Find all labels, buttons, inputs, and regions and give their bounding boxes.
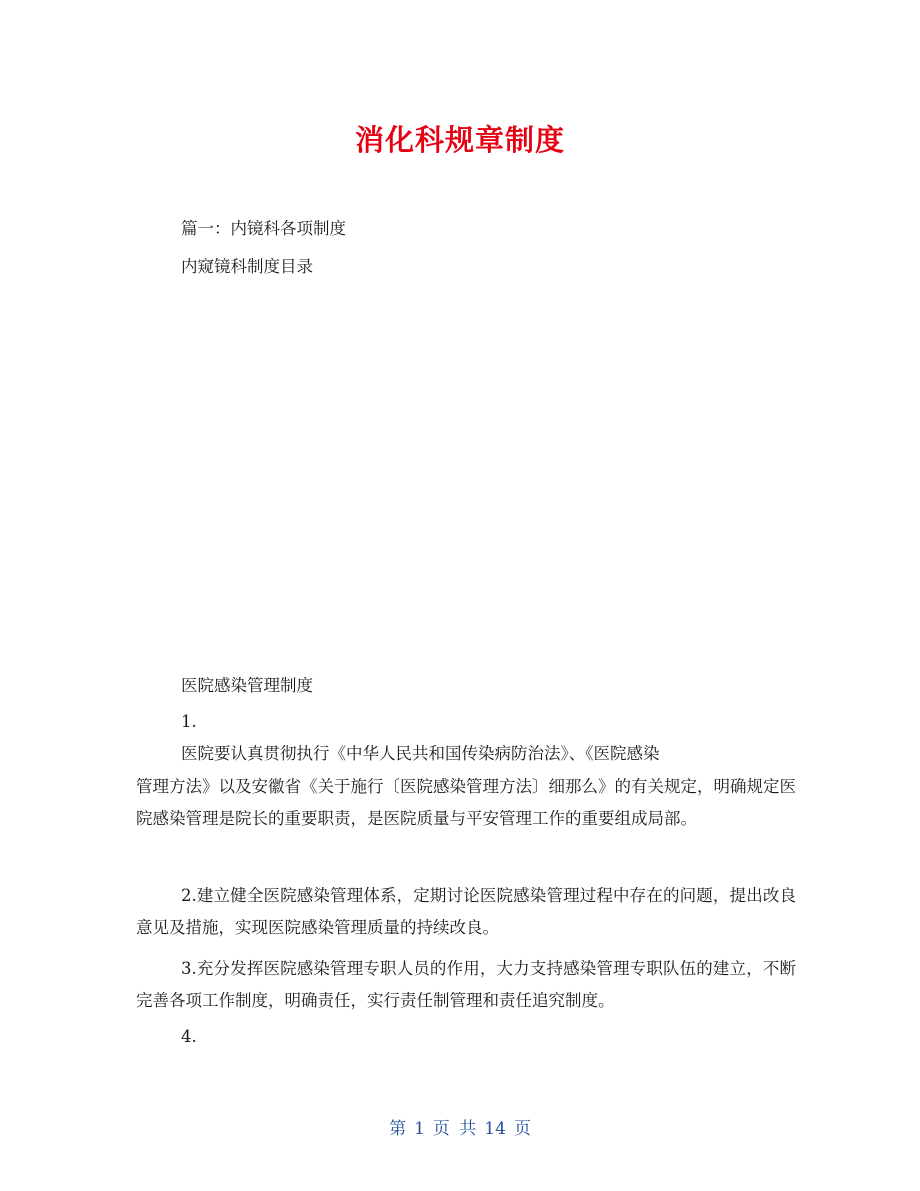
section-title: 医院感染管理制度 (181, 676, 313, 695)
footer-mid: 页 共 (432, 1119, 477, 1139)
heading-toc: 内窥镜科制度目录 (181, 257, 313, 276)
footer-prefix: 第 (389, 1119, 407, 1139)
footer-total-pages: 14 (484, 1119, 506, 1139)
item-number-1: 1. (181, 712, 197, 731)
paragraph-1-continuation: 管理方法》以及安徽省《关于施行〔医院感染管理方法〕细那么》的有关规定，明确规定医院感染管理是院长的重要职责，是医院质量与平安管理工作的重要组成局部。 (136, 777, 796, 828)
document-title: 消化科规章制度 (354, 123, 565, 157)
paragraph-3: 3.充分发挥医院感染管理专职人员的作用，大力支持感染管理专职队伍的建立，不断完善各项工作制度，明确责任，实行责任制管理和责任追究制度。 (136, 959, 796, 1010)
paragraph-1-first-line: 医院要认真贯彻执行《中华人民共和国传染病防治法》、《医院感染 (181, 744, 660, 763)
page-footer (0, 1114, 920, 1139)
item-number-4: 4. (181, 1027, 197, 1046)
heading-chapter-one: 篇一：内镜科各项制度 (181, 219, 346, 238)
paragraph-2: 2.建立健全医院感染管理体系，定期讨论医院感染管理过程中存在的问题，提出改良意见及措施，实现医院感染管理质量的持续改良。 (136, 886, 796, 937)
footer-current-page: 1 (414, 1119, 425, 1139)
footer-suffix: 页 (513, 1119, 531, 1139)
